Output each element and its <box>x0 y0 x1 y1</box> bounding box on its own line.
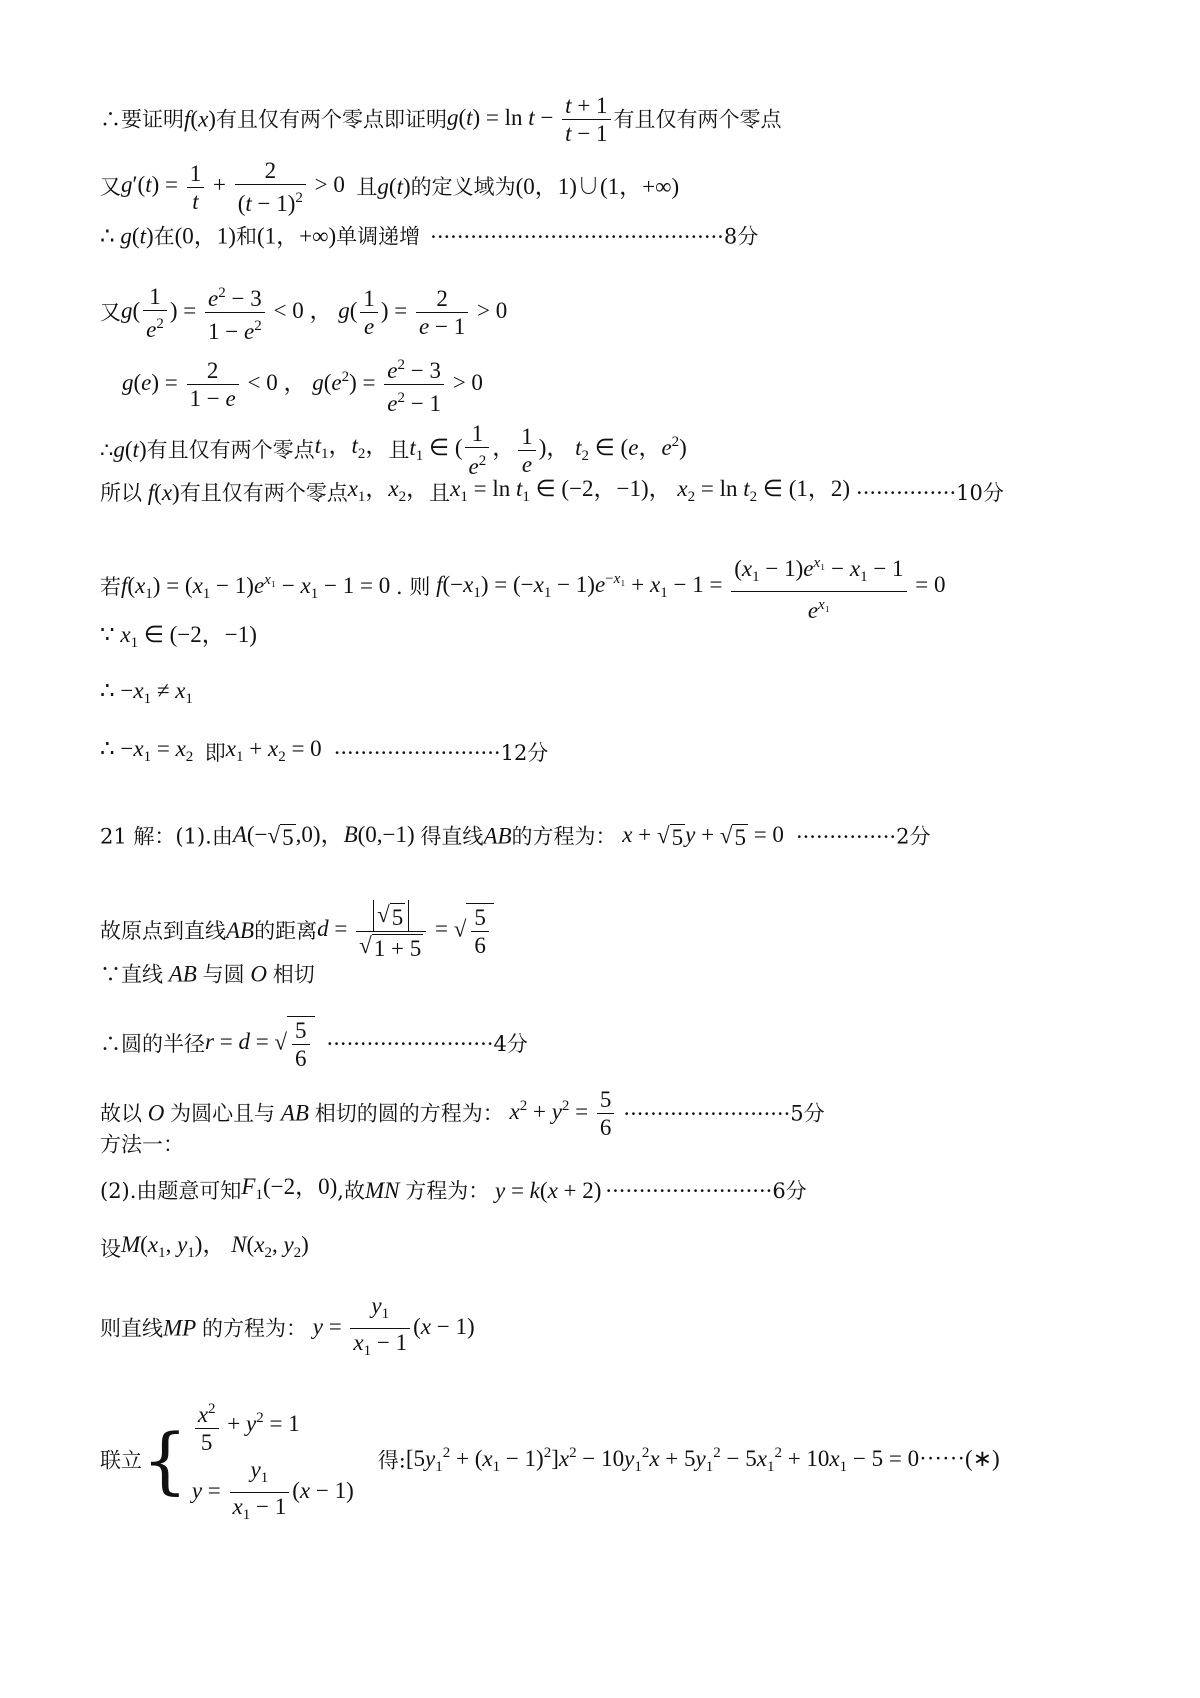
score: 8分 <box>723 224 759 249</box>
score: 5分 <box>790 1101 825 1126</box>
text: 相切 <box>272 962 315 987</box>
math: $M(x_1$, $y_1$)， $N(x_2$, $y_2$) <box>121 1232 309 1261</box>
line-11 <box>100 736 548 770</box>
line-5 <box>122 352 483 417</box>
line-1 <box>100 92 782 147</box>
text: 且 <box>388 438 410 462</box>
line-14 <box>100 960 315 988</box>
text: 有且仅有两个零点 <box>179 481 348 505</box>
math: $x_1 + x_2 = 0$ <box>225 736 322 765</box>
text: 所以 <box>100 481 142 505</box>
text: 相切的圆的方程为： <box>314 1101 504 1126</box>
score: 6分 <box>772 1179 807 1203</box>
math: MP <box>163 1315 197 1341</box>
math: y = $\frac{y_1}{x_1 - 1}$ (x − 1) <box>312 1293 475 1359</box>
text: 的方程为： <box>511 824 617 849</box>
math: g′(t) = $\frac{1}{t}$ + $\frac{2}{(t - 1)^2}$ > 0 <box>121 158 357 216</box>
math: (1，+∞) <box>256 223 337 249</box>
line-3 <box>100 222 758 250</box>
line-9 <box>100 622 257 656</box>
math: f(x) <box>147 480 180 505</box>
math: AB <box>280 1100 309 1126</box>
line-16 <box>100 1086 825 1141</box>
line-20 <box>100 1292 475 1365</box>
line-8 <box>100 550 946 624</box>
math: x + √5y + √5 = 0 <box>622 822 784 850</box>
text: 且 <box>429 481 451 505</box>
brace: { <box>142 1418 188 1503</box>
text: 有且仅有两个零点即证明 <box>215 107 447 132</box>
score: 10分 <box>956 481 1004 505</box>
dots: ··············· <box>795 824 897 849</box>
math: A(−√5,0)，B(0,−1) <box>232 822 421 850</box>
line-13 <box>100 900 494 962</box>
math: d = $\frac{√5}{√1 + 5}$ = √ $\frac{5}{6}$ <box>317 916 494 941</box>
math: r = d = √ $\frac{5}{6}$ <box>205 1029 315 1054</box>
text: 方程为： <box>405 1179 490 1203</box>
dots: ························· <box>333 741 501 765</box>
dots: ··············· <box>856 481 957 505</box>
math: $f(x_1) = (x_1 - 1)e^{x_1} - x_1 - 1 = 0$ <box>121 572 396 602</box>
score: 2分 <box>896 824 931 849</box>
math: AB <box>226 918 255 944</box>
line-15 <box>100 1016 528 1072</box>
math: $t_1$ ∈ ( $\frac{1}{e^2}$ ， $\frac{1}{e}$ )， $t_2$ ∈ (e，$e^2$) <box>409 421 687 479</box>
text: 联立 <box>100 1448 142 1473</box>
text: 又 <box>100 300 121 325</box>
math: y = k(x + 2) <box>494 1178 602 1203</box>
math: AB <box>483 823 512 849</box>
text: 故以 <box>100 1101 142 1126</box>
math: ∴ $-x_1 \ne x_1$ <box>100 678 193 707</box>
text: 和 <box>235 224 257 249</box>
line-19 <box>100 1232 309 1266</box>
math: g(t) <box>113 437 147 462</box>
dots: ························· <box>623 1101 791 1126</box>
line-10 <box>100 678 193 712</box>
text: 的定义域为 <box>410 175 516 199</box>
text: (2).由题意可知 <box>100 1179 242 1203</box>
line-18 <box>100 1174 807 1208</box>
math: (0，1) <box>174 223 236 249</box>
math: g(e) = $\frac{2}{1 - e}$ < 0 ， $g(e^2)$ = $\frac{e^2 - 3}{e^2 - 1}$ > 0 <box>122 370 483 395</box>
math: (0，1)∪(1，+∞) <box>515 174 680 199</box>
text: ,故 <box>337 1179 365 1203</box>
line-2 <box>100 157 679 217</box>
line-6 <box>100 420 687 480</box>
math: O <box>147 1100 165 1126</box>
score: 12分 <box>500 741 549 765</box>
equation-system: $\frac{x^2}{5}$ + $y^2 = 1$ y = $\frac{y_1}{x_1 - 1}$ (x − 1) <box>192 1392 354 1529</box>
math: ∴ g(t) <box>100 223 154 249</box>
math: AB <box>168 961 197 987</box>
math: $t_1$，$t_2$， <box>314 433 389 462</box>
text: 且 <box>356 175 378 199</box>
text: 有且仅有两个零点 <box>613 107 782 132</box>
dots: ············································ <box>430 224 724 249</box>
text: 得: <box>377 1448 406 1473</box>
math: ∵ $x_1$ ∈ (−2，−1) <box>100 622 257 651</box>
text: 则直线 <box>100 1316 163 1341</box>
text: 单调递增 <box>336 224 421 249</box>
math: $f(-x_1) = (-x_1 - 1)e^{-x_1} + x_1 - 1$ = $\frac{(x_1 - 1)e^{x_1} - x_1 - 1}{e^{x_1}}$ = 0 <box>430 572 945 597</box>
text: 的方程为： <box>201 1316 307 1341</box>
math: ∴ $-x_1 = x_2$ <box>100 736 194 765</box>
line-7 <box>100 476 1004 510</box>
score: 4分 <box>493 1032 528 1056</box>
text: ∵直线 <box>100 962 163 987</box>
text: 即 <box>204 741 226 765</box>
text: ∴ <box>100 438 114 462</box>
text: ∴要证明 <box>100 107 184 132</box>
math: O <box>250 961 267 987</box>
line-21 <box>100 1392 1000 1529</box>
text: 得直线 <box>420 824 484 849</box>
math: g(t) <box>377 174 411 199</box>
math: g( $\frac{1}{e^2}$ ) = $\frac{e^2 - 3}{1 - e^2}$ < 0 ， g( $\frac{1}{e}$ ) = $\frac{2}{e - 1}$ > 0 <box>121 298 507 323</box>
line-12 <box>100 822 930 851</box>
text: . 则 <box>395 575 431 599</box>
math: $x^2 + y^2$ = $\frac{5}{6}$ <box>504 1099 618 1124</box>
text: 故原点到直线 <box>100 919 226 944</box>
text: 的距离 <box>254 919 318 944</box>
math: g(t) = ln t − $\frac{t + 1}{t - 1}$ <box>447 105 614 130</box>
text: ∴圆的半径 <box>100 1032 205 1056</box>
text: 在 <box>153 224 175 249</box>
text: 方法一： <box>100 1132 184 1157</box>
text: 若 <box>100 575 121 599</box>
text: 为圆心且与 <box>170 1101 276 1126</box>
math: MN <box>364 1178 400 1203</box>
line-17 <box>100 1130 184 1158</box>
text: 设 <box>100 1237 121 1261</box>
math: f(x) <box>184 106 216 132</box>
math: $[5y_1^2 + (x_1 - 1)^2]x^2 - 10y_1^2x + 5y_1^2 - 5x_1^2 + 10x_1 - 5$ = 0······(∗) <box>405 1445 1000 1476</box>
text: 又 <box>100 175 121 199</box>
dots: ························· <box>605 1179 773 1203</box>
line-4 <box>100 280 507 345</box>
text: 有且仅有两个零点 <box>146 438 315 462</box>
text: 与圆 <box>202 962 245 987</box>
math: $x_1 = \ln t_1$ ∈ (−2，−1)， $x_2 = \ln t_2$ ∈ (1，2) <box>450 476 851 505</box>
dots: ························· <box>326 1032 494 1056</box>
math: $x_1$，$x_2$， <box>347 476 430 505</box>
text: 21 解：(1).由 <box>100 824 233 849</box>
math: $F_1(-2$，0) <box>241 1174 338 1203</box>
